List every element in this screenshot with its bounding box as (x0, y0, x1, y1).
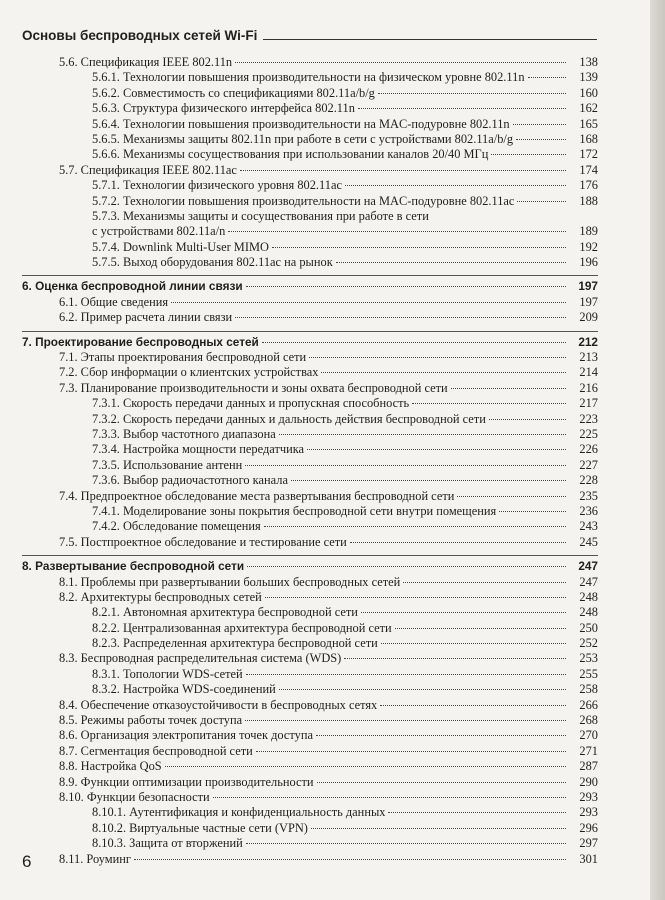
toc-entry[interactable] (22, 805, 598, 820)
toc-entry-page: 271 (579, 743, 598, 758)
toc-entry-title: 8.10.1. Аутентификация и конфиденциальность данных (92, 805, 386, 820)
toc-dot-leader (246, 843, 566, 844)
toc-dot-leader (235, 317, 566, 318)
toc-entry[interactable] (22, 350, 598, 365)
toc-entry-page: 248 (579, 605, 598, 620)
toc-entry[interactable] (22, 412, 598, 427)
toc-entry[interactable] (22, 310, 598, 325)
toc-dot-leader (513, 124, 566, 125)
toc-entry-page: 270 (579, 728, 598, 743)
toc-dot-leader (245, 720, 566, 721)
toc-entry-page: 216 (579, 380, 598, 395)
toc-dot-leader (309, 357, 566, 358)
toc-entry-title: 7.4.1. Моделирование зоны покрытия беспроводной сети внутри помещения (92, 503, 497, 518)
toc-dot-leader (380, 705, 566, 706)
toc-entry-page: 168 (579, 131, 598, 146)
toc-entry-page: 301 (579, 851, 598, 866)
toc-dot-leader (272, 247, 566, 248)
toc-dot-leader (516, 139, 566, 140)
toc-entry-page: 176 (579, 178, 598, 193)
toc-dot-leader (528, 77, 566, 78)
toc-entry-page: 212 (578, 334, 598, 349)
toc-entry[interactable] (22, 744, 598, 759)
toc-entry[interactable] (22, 147, 598, 162)
toc-entry[interactable] (22, 365, 598, 380)
toc-entry-title: 8.8. Настройка QoS (59, 759, 162, 774)
chapter-separator (22, 275, 598, 276)
toc-dot-leader (336, 262, 566, 263)
toc-chapter-entry[interactable] (22, 279, 598, 294)
toc-entry-page: 247 (579, 574, 598, 589)
toc-entry-page: 255 (579, 666, 598, 681)
toc-dot-leader (412, 403, 566, 404)
toc-entry-page: 139 (579, 70, 598, 85)
toc-entry-title: 8.2.1. Автономная архитектура беспроводной сети (92, 605, 358, 620)
toc-entry[interactable] (22, 86, 598, 101)
toc-entry[interactable] (22, 70, 598, 85)
toc-entry-title: 5.6.3. Структура физического интерфейса 802.11n (92, 101, 355, 116)
toc-entry-page: 245 (579, 534, 598, 549)
toc-chapter-entry[interactable] (22, 335, 598, 350)
toc-dot-leader (316, 735, 566, 736)
toc-dot-leader (361, 612, 566, 613)
toc-entry-title: 8.9. Функции оптимизации производительности (59, 774, 314, 789)
toc-entry-page: 247 (578, 559, 598, 574)
toc-entry[interactable] (22, 117, 598, 132)
toc-entry-title: 8.3.2. Настройка WDS-соединений (92, 682, 276, 697)
toc-entry-title: 6.1. Общие сведения (59, 294, 169, 309)
toc-dot-leader (381, 643, 566, 644)
toc-dot-leader (265, 597, 566, 598)
toc-entry[interactable] (22, 713, 598, 728)
toc-entry-title: 8.1. Проблемы при развертывании больших беспроводных сетей (59, 574, 401, 589)
toc-dot-leader (457, 496, 566, 497)
toc-entry[interactable] (22, 442, 598, 457)
toc-entry-title: 5.6.4. Технологии повышения производительности на MAC-подуровне 802.11n (92, 116, 510, 131)
toc-entry-title: 8.2. Архитектуры беспроводных сетей (59, 589, 262, 604)
toc-entry-page: 253 (579, 651, 598, 666)
toc-dot-leader (307, 449, 566, 450)
toc-entry[interactable] (22, 240, 598, 255)
toc-dot-leader (499, 511, 566, 512)
toc-entry-title: 5.6.6. Механизмы сосуществования при использовании каналов 20/40 МГц (92, 147, 489, 162)
toc-dot-leader (317, 782, 566, 783)
toc-entry-page: 236 (579, 503, 598, 518)
toc-entry-page: 266 (579, 697, 598, 712)
toc-entry[interactable] (22, 682, 598, 697)
toc-entry-title: 7.3.2. Скорость передачи данных и дальность действия беспроводной сети (92, 411, 486, 426)
toc-entry-title: 8.3. Беспроводная распределительная система (WDS) (59, 651, 342, 666)
toc-entry[interactable] (22, 381, 598, 396)
toc-entry[interactable] (22, 759, 598, 774)
toc-entry-title: 7.4.2. Обследование помещения (92, 519, 261, 534)
toc-entry-page: 248 (579, 589, 598, 604)
toc-dot-leader (245, 465, 566, 466)
toc-entry[interactable] (22, 621, 598, 636)
toc-dot-leader (165, 766, 566, 767)
toc-entry-page: 243 (579, 519, 598, 534)
toc-entry-title: 7.3.1. Скорость передачи данных и пропускная способность (92, 396, 410, 411)
toc-entry-page: 213 (579, 350, 598, 365)
toc-dot-leader (358, 108, 566, 109)
toc-entry[interactable] (22, 132, 598, 147)
toc-dot-leader (345, 185, 566, 186)
toc-entry-page: 174 (579, 162, 598, 177)
toc-entry[interactable] (22, 775, 598, 790)
toc-entry[interactable] (22, 255, 598, 270)
toc-entry-page: 160 (579, 85, 598, 100)
toc-entry[interactable] (22, 667, 598, 682)
toc-entry-title: 7.3. Планирование производительности и зоны охвата беспроводной сети (59, 380, 448, 395)
toc-entry-page: 138 (579, 55, 598, 69)
toc-entry-title: 7.1. Этапы проектирования беспроводной сети (59, 350, 307, 365)
toc-dot-leader (264, 526, 566, 527)
toc-entry-page: 268 (579, 713, 598, 728)
toc-entry-page: 287 (579, 759, 598, 774)
toc-dot-leader (491, 154, 566, 155)
toc-entry-title: 5.7.3. Механизмы защиты и сосуществования при работе в сети (92, 208, 429, 223)
toc-dot-leader (246, 286, 566, 287)
toc-dot-leader (378, 93, 566, 94)
toc-entry-title: 7.5. Постпроектное обследование и тестирование сети (59, 534, 347, 549)
toc-entry[interactable] (22, 209, 598, 224)
chapter-separator (22, 555, 598, 556)
toc-entry-title: 5.6.5. Механизмы защиты 802.11n при работе в сети с устройствами 802.11a/b/g (92, 131, 514, 146)
toc-entry-page: 296 (579, 820, 598, 835)
toc-entry-title: 8.10.3. Защита от вторжений (92, 836, 243, 851)
toc-dot-leader (228, 231, 566, 232)
toc-entry-page: 172 (579, 147, 598, 162)
toc-entry-title: 5.6.1. Технологии повышения производительности на физическом уровне 802.11n (92, 70, 525, 85)
toc-dot-leader (403, 582, 566, 583)
table-of-contents (22, 55, 598, 867)
toc-entry[interactable] (22, 590, 598, 605)
toc-entry[interactable] (22, 489, 598, 504)
toc-entry-page: 252 (579, 636, 598, 651)
toc-entry-page: 162 (579, 101, 598, 116)
toc-entry[interactable] (22, 575, 598, 590)
toc-entry[interactable] (22, 605, 598, 620)
toc-entry[interactable] (22, 821, 598, 836)
toc-entry[interactable] (22, 473, 598, 488)
page-number: 6 (22, 852, 32, 871)
toc-dot-leader (262, 342, 566, 343)
toc-entry-page: 250 (579, 620, 598, 635)
toc-entry-title: 8.5. Режимы работы точек доступа (59, 713, 243, 728)
toc-entry-page: 217 (579, 396, 598, 411)
toc-entry-title: 7. Проектирование беспроводных сетей (22, 334, 259, 349)
toc-entry-title: 7.3.3. Выбор частотного диапазона (92, 426, 276, 441)
toc-entry-page: 297 (579, 836, 598, 851)
toc-entry[interactable] (22, 836, 598, 851)
toc-entry-title: 7.2. Сбор информации о клиентских устройствах (59, 365, 319, 380)
toc-entry-title: 5.7.2. Технологии повышения производительности на MAC-подуровне 802.11ac (92, 193, 515, 208)
toc-entry-title: 7.3.5. Использование антенн (92, 457, 243, 472)
toc-dot-leader (489, 419, 566, 420)
toc-entry-page: 188 (579, 193, 598, 208)
toc-dot-leader (350, 542, 566, 543)
toc-entry[interactable] (22, 163, 598, 178)
chapter-separator (22, 331, 598, 332)
toc-entry-page: 223 (579, 411, 598, 426)
toc-entry-title: 7.4. Предпроектное обследование места развертывания беспроводной сети (59, 488, 455, 503)
toc-entry[interactable] (22, 427, 598, 442)
toc-entry-title: 8.2.2. Централизованная архитектура беспроводной сети (92, 620, 392, 635)
toc-entry[interactable] (22, 728, 598, 743)
toc-entry-page: 225 (579, 426, 598, 441)
toc-dot-leader (171, 302, 566, 303)
toc-entry[interactable] (22, 519, 598, 534)
toc-entry-title: 8.11. Роуминг (59, 851, 131, 866)
toc-entry[interactable] (22, 790, 598, 805)
header-title: Основы беспроводных сетей Wi-Fi (22, 28, 258, 43)
toc-entry[interactable] (22, 396, 598, 411)
header-rule (263, 39, 597, 40)
toc-entry-title: 5.7.5. Выход оборудования 802.11ac на рынок (92, 255, 333, 270)
toc-entry[interactable] (22, 101, 598, 116)
toc-dot-leader (395, 628, 566, 629)
toc-dot-leader (451, 388, 566, 389)
toc-entry-title: 8.2.3. Распределенная архитектура беспроводной сети (92, 636, 378, 651)
toc-entry[interactable] (22, 224, 598, 239)
toc-entry[interactable] (22, 852, 598, 867)
toc-dot-leader (344, 658, 566, 659)
toc-dot-leader (388, 812, 566, 813)
toc-entry-title: 6.2. Пример расчета линии связи (59, 310, 233, 325)
toc-entry[interactable] (22, 698, 598, 713)
toc-entry-title: 5.6. Спецификация IEEE 802.11n (59, 55, 233, 69)
toc-entry-title: 7.3.6. Выбор радиочастотного канала (92, 473, 288, 488)
toc-entry[interactable] (22, 458, 598, 473)
toc-dot-leader (256, 751, 566, 752)
toc-entry-page: 226 (579, 442, 598, 457)
toc-entry[interactable] (22, 636, 598, 651)
toc-entry-page: 227 (579, 457, 598, 472)
toc-entry-title: 8.4. Обеспечение отказоустойчивости в беспроводных сетях (59, 697, 378, 712)
running-header (22, 28, 597, 43)
toc-entry-page: 235 (579, 488, 598, 503)
toc-entry-page: 258 (579, 682, 598, 697)
toc-entry[interactable] (22, 504, 598, 519)
toc-dot-leader (134, 859, 566, 860)
toc-entry[interactable] (22, 178, 598, 193)
toc-entry[interactable] (22, 535, 598, 550)
toc-dot-leader (291, 480, 566, 481)
toc-entry-title: 8.3.1. Топологии WDS-сетей (92, 666, 243, 681)
toc-entry-title: с устройствами 802.11a/n (92, 224, 226, 239)
toc-entry-page: 197 (578, 279, 598, 294)
toc-entry-title: 5.6.2. Совместимость со спецификациями 802.11a/b/g (92, 85, 375, 100)
toc-entry-page: 192 (579, 239, 598, 254)
toc-dot-leader (213, 797, 566, 798)
toc-entry-title: 5.7. Спецификация IEEE 802.11ac (59, 162, 237, 177)
toc-entry-page: 214 (579, 365, 598, 380)
toc-entry[interactable] (22, 651, 598, 666)
toc-entry-page: 189 (579, 224, 598, 239)
toc-entry-page: 293 (579, 805, 598, 820)
toc-entry-title: 8.6. Организация электропитания точек доступа (59, 728, 313, 743)
toc-dot-leader (247, 566, 566, 567)
toc-dot-leader (240, 170, 566, 171)
toc-entry-title: 5.7.4. Downlink Multi-User MIMO (92, 239, 269, 254)
toc-entry[interactable] (22, 295, 598, 310)
toc-chapter-entry[interactable] (22, 559, 598, 574)
toc-entry[interactable] (22, 194, 598, 209)
toc-dot-leader (321, 372, 566, 373)
toc-entry[interactable] (22, 55, 598, 70)
toc-entry-title: 8.10.2. Виртуальные частные сети (VPN) (92, 820, 308, 835)
toc-entry-title: 7.3.4. Настройка мощности передатчика (92, 442, 305, 457)
page-edge (650, 0, 665, 900)
toc-dot-leader (517, 201, 566, 202)
toc-dot-leader (311, 828, 566, 829)
toc-entry-title: 8. Развертывание беспроводной сети (22, 559, 245, 574)
toc-entry-page: 165 (579, 116, 598, 131)
toc-entry-page: 228 (579, 473, 598, 488)
toc-entry-page: 290 (579, 774, 598, 789)
toc-entry-page: 209 (579, 310, 598, 325)
toc-dot-leader (279, 434, 566, 435)
toc-dot-leader (279, 689, 566, 690)
toc-entry-page: 197 (579, 294, 598, 309)
toc-dot-leader (246, 674, 566, 675)
toc-entry-title: 5.7.1. Технологии физического уровня 802.11ac (92, 178, 342, 193)
toc-entry-title: 6. Оценка беспроводной линии связи (22, 279, 243, 294)
toc-entry-page: 196 (579, 255, 598, 270)
toc-entry-page: 293 (579, 789, 598, 804)
toc-entry-title: 8.10. Функции безопасности (59, 789, 210, 804)
toc-entry-title: 8.7. Сегментация беспроводной сети (59, 743, 253, 758)
toc-dot-leader (235, 62, 566, 63)
